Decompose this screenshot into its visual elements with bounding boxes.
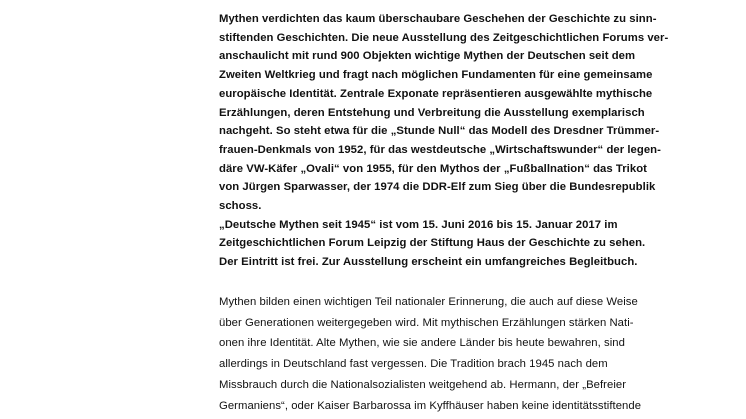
lead-line: Zeitgeschichtlichen Forum Leipzig der Stiftung Haus der Geschichte zu sehen. [219,237,646,250]
lead-line: Mythen verdichten das kaum überschaubare Geschehen der Geschichte zu sinn- [219,13,657,25]
lead-line: anschaulicht mit rund 900 Objekten wichtige Mythen der Deutschen seit dem [219,50,636,63]
body-line: über Generationen weitergegeben wird. Mit mythischen Erzählungen stärken Nati- [219,316,634,329]
lead-paragraph [219,10,699,272]
lead-line: nachgeht. So steht etwa für die „Stunde Null“ das Modell des Dresdner Trümmer- [219,125,660,138]
body-paragraph [219,292,699,417]
body-line: allerdings in Deutschland fast vergessen. Die Tradition brach 1945 nach dem [219,358,608,371]
lead-line: Zweiten Weltkrieg und fragt nach möglichen Fundamenten für eine gemeinsame [219,69,653,82]
lead-line: „Deutsche Mythen seit 1945“ ist vom 15. Juni 2016 bis 15. Januar 2017 im [219,218,618,231]
lead-line: Der Eintritt ist frei. Zur Ausstellung erscheint ein umfangreiches Begleitbuch. [219,256,638,269]
lead-line: europäische Identität. Zentrale Exponate repräsentieren ausgewählte mythische [219,87,653,100]
body-line: Mythen bilden einen wichtigen Teil nationaler Erinnerung, die auch auf diese Weise [219,295,638,308]
lead-line: frauen-Denkmals von 1952, für das westdeutsche „Wirtschaftswunder“ der legen- [219,143,661,156]
body-line: onen ihre Identität. Alte Mythen, wie sie andere Länder bis heute bewahren, sind [219,337,625,350]
document-page [219,10,699,417]
lead-line: schoss. [219,200,262,213]
lead-line: stiftenden Geschichten. Die neue Ausstellung des Zeitgeschichtlichen Forums ver- [219,31,669,44]
lead-line: däre VW-Käfer „Ovali“ von 1955, für den Mythos der „Fußballnation“ das Trikot [219,162,647,175]
lead-line: von Jürgen Sparwasser, der 1974 die DDR-Elf zum Sieg über die Bundesrepublik [219,181,656,194]
lead-line: Erzählungen, deren Entstehung und Verbreitung die Ausstellung exemplarisch [219,106,645,119]
body-line: Missbrauch durch die Nationalsozialisten weitgehend ab. Hermann, der „Befreier [219,379,627,392]
body-line: Germaniens“, oder Kaiser Barbarossa im Kyffhäuser haben keine identitätsstiftende [219,399,642,412]
